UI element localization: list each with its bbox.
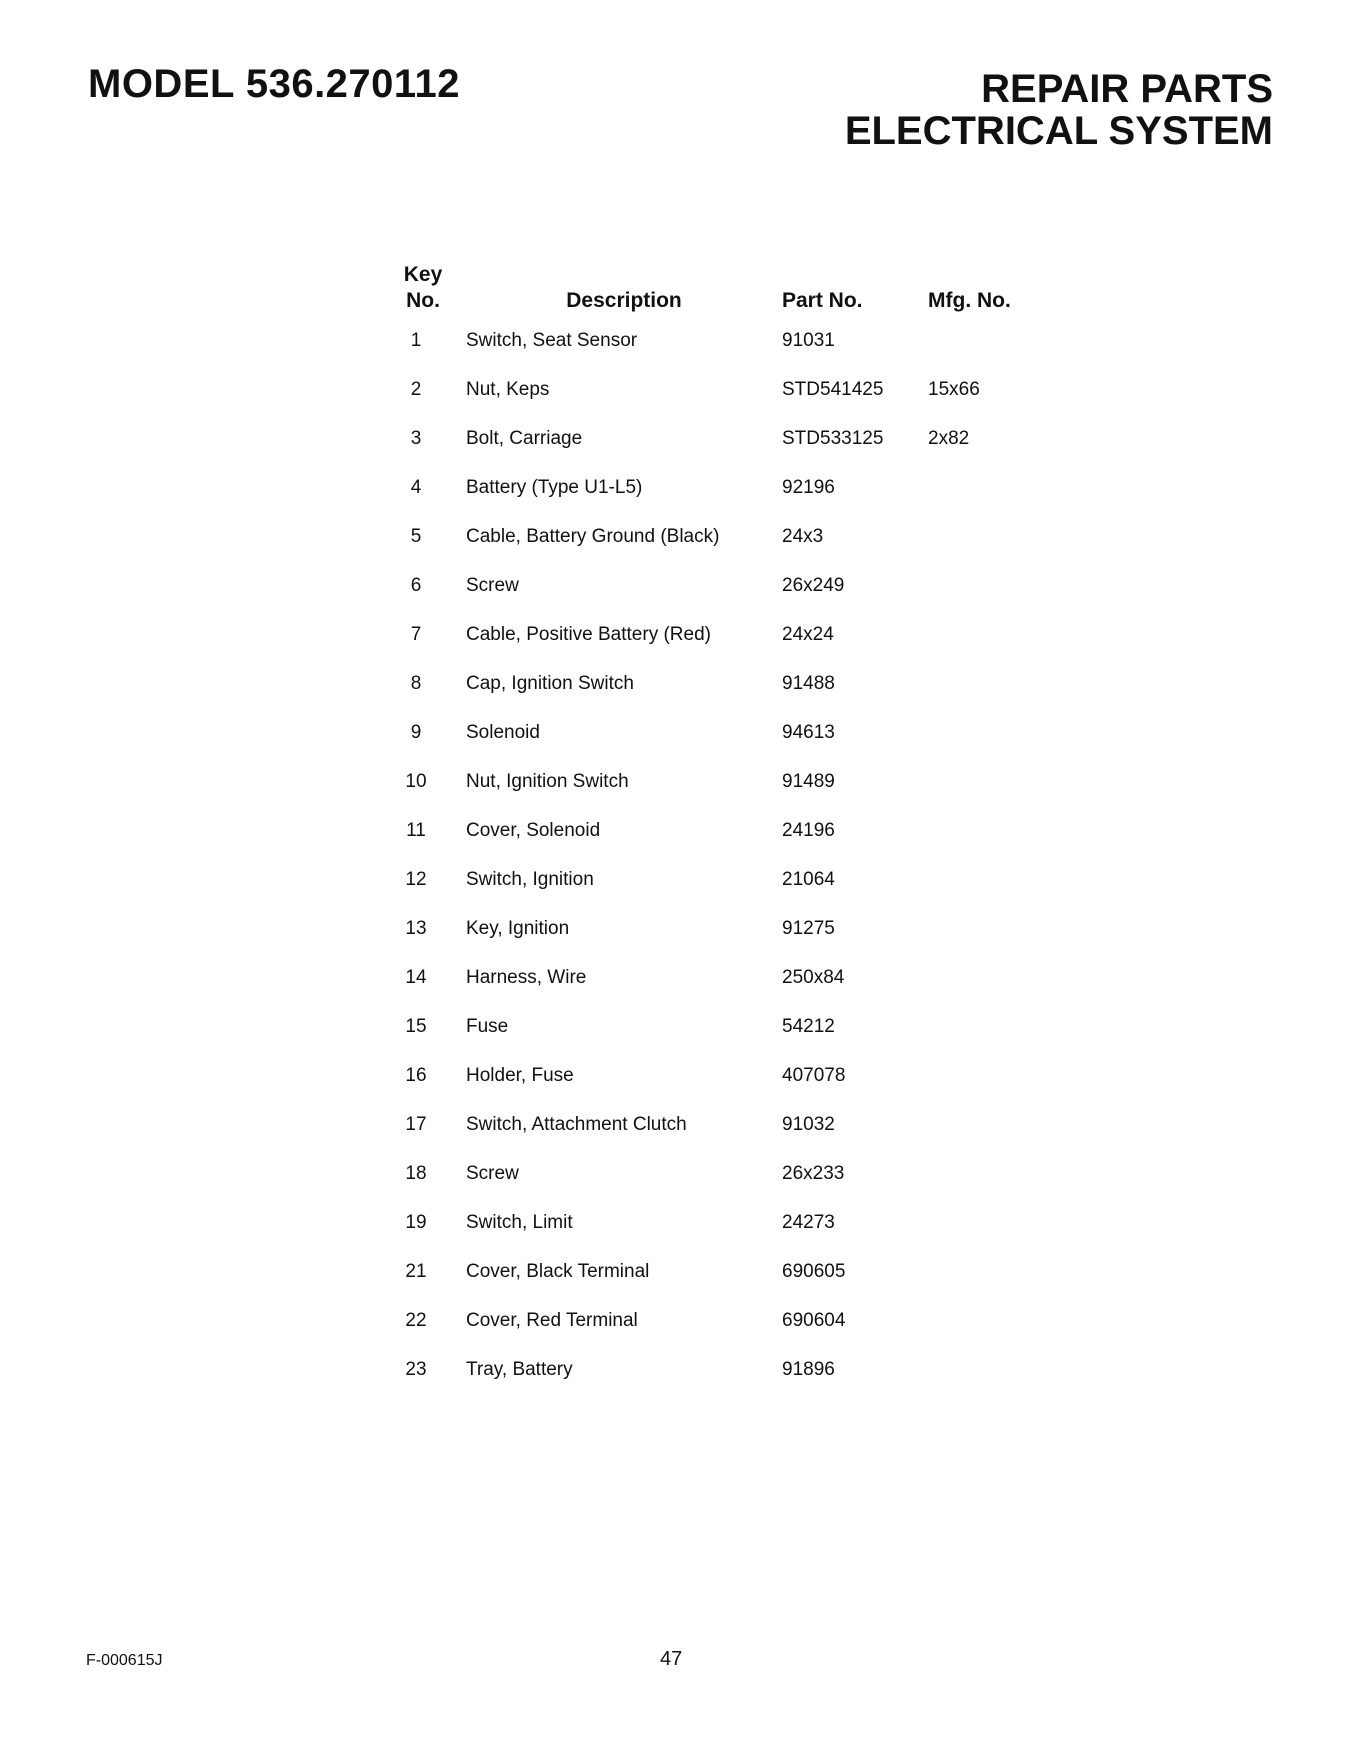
description-cell: Switch, Ignition [466,868,594,890]
description-cell: Cable, Battery Ground (Black) [466,525,720,547]
parts-table-body [380,316,1048,1394]
key-cell: 16 [405,1064,427,1086]
key-cell: 17 [405,1113,427,1135]
mfg-no-cell [928,512,1048,561]
mfg-no-cell [928,806,1048,855]
mfg-no-cell: 2x82 [928,427,970,449]
mfg-no-cell [928,463,1048,512]
table-row [380,1345,1048,1394]
description-cell: Switch, Attachment Clutch [466,1113,687,1135]
key-cell: 6 [410,574,422,596]
description-cell: Cap, Ignition Switch [466,672,634,694]
key-cell: 9 [410,721,422,743]
header-mfg-no: Mfg. No. [928,289,1011,312]
table-row [380,1100,1048,1149]
mfg-no-cell [928,855,1048,904]
model-title: MODEL 536.270112 [88,62,460,106]
description-cell: Screw [466,574,519,596]
part-no-cell: STD533125 [782,427,884,449]
description-cell: Key, Ignition [466,917,570,939]
part-no-cell: 24273 [782,1211,835,1233]
header-key-line-1: Key [403,263,443,286]
description-cell: Harness, Wire [466,966,587,988]
key-cell: 19 [405,1211,427,1233]
table-row [380,1149,1048,1198]
part-no-cell: 26x249 [782,574,845,596]
table-row [380,316,1048,365]
description-cell: Holder, Fuse [466,1064,574,1086]
part-no-cell: 407078 [782,1064,846,1086]
table-row [380,806,1048,855]
part-no-cell: 690605 [782,1260,846,1282]
part-no-cell: 92196 [782,476,835,498]
part-no-cell: 91896 [782,1358,835,1380]
key-cell: 14 [405,966,427,988]
description-cell: Cover, Solenoid [466,819,601,841]
description-cell: Nut, Ignition Switch [466,770,629,792]
key-cell: 12 [405,868,427,890]
mfg-no-cell [928,1100,1048,1149]
footer-code: F-000615J [86,1652,163,1669]
part-no-cell: 24x3 [782,525,824,547]
part-no-cell: 26x233 [782,1162,845,1184]
header-key-no [380,262,466,316]
part-no-cell: 250x84 [782,966,845,988]
table-row [380,1198,1048,1247]
description-cell: Solenoid [466,721,540,743]
mfg-no-cell [928,953,1048,1002]
table-row [380,561,1048,610]
description-cell: Cover, Black Terminal [466,1260,650,1282]
mfg-no-cell: 15x66 [928,378,980,400]
mfg-no-cell [928,1149,1048,1198]
description-cell: Bolt, Carriage [466,427,583,449]
table-row [380,757,1048,806]
section-title [845,68,1273,152]
table-row [380,904,1048,953]
section-title-line-2: ELECTRICAL SYSTEM [844,109,1273,153]
page-number: 47 [660,1648,683,1670]
header-part-no: Part No. [782,289,863,312]
mfg-no-cell [928,757,1048,806]
part-no-cell: 24x24 [782,623,834,645]
key-cell: 3 [410,427,422,449]
description-cell: Battery (Type U1-L5) [466,476,643,498]
description-cell: Fuse [466,1015,509,1037]
mfg-no-cell [928,1247,1048,1296]
mfg-no-cell [928,904,1048,953]
header-key-line-2: No. [406,289,440,312]
table-row [380,1051,1048,1100]
mfg-no-cell [928,1345,1048,1394]
key-cell: 1 [410,329,422,351]
key-cell: 7 [410,623,422,645]
description-cell: Screw [466,1162,519,1184]
part-no-cell: 21064 [782,868,835,890]
table-row [380,512,1048,561]
key-cell: 8 [410,672,422,694]
header-description: Description [566,289,682,312]
part-no-cell: 24196 [782,819,835,841]
description-cell: Switch, Limit [466,1211,573,1233]
part-no-cell: 91031 [782,329,835,351]
table-row [380,1296,1048,1345]
table-row [380,463,1048,512]
description-cell: Cover, Red Terminal [466,1309,638,1331]
part-no-cell: 54212 [782,1015,835,1037]
key-cell: 23 [405,1358,427,1380]
key-cell: 13 [405,917,427,939]
mfg-no-cell [928,1002,1048,1051]
mfg-no-cell [928,610,1048,659]
mfg-no-cell [928,561,1048,610]
key-cell: 5 [410,525,422,547]
description-cell: Tray, Battery [466,1358,573,1380]
key-cell: 15 [405,1015,427,1037]
table-row [380,659,1048,708]
table-row [380,610,1048,659]
part-no-cell: STD541425 [782,378,884,400]
table-row [380,1002,1048,1051]
part-no-cell: 690604 [782,1309,846,1331]
key-cell: 4 [410,476,422,498]
key-cell: 22 [405,1309,427,1331]
key-cell: 2 [410,378,422,400]
description-cell: Nut, Keps [466,378,550,400]
table-row [380,708,1048,757]
parts-table [380,262,1048,1394]
description-cell: Switch, Seat Sensor [466,329,638,351]
key-cell: 21 [405,1260,427,1282]
mfg-no-cell [928,659,1048,708]
table-row [380,365,1048,414]
key-cell: 11 [406,819,426,841]
part-no-cell: 94613 [782,721,835,743]
section-title-line-1: REPAIR PARTS [981,67,1273,111]
parts-table-header-row [380,262,1048,316]
mfg-no-cell [928,316,1048,365]
table-row [380,1247,1048,1296]
key-cell: 10 [405,770,427,792]
part-no-cell: 91488 [782,672,835,694]
table-row [380,414,1048,463]
mfg-no-cell [928,1051,1048,1100]
description-cell: Cable, Positive Battery (Red) [466,623,711,645]
part-no-cell: 91489 [782,770,835,792]
table-row [380,953,1048,1002]
part-no-cell: 91275 [782,917,835,939]
mfg-no-cell [928,708,1048,757]
table-row [380,855,1048,904]
key-cell: 18 [405,1162,427,1184]
part-no-cell: 91032 [782,1113,835,1135]
mfg-no-cell [928,1198,1048,1247]
mfg-no-cell [928,1296,1048,1345]
